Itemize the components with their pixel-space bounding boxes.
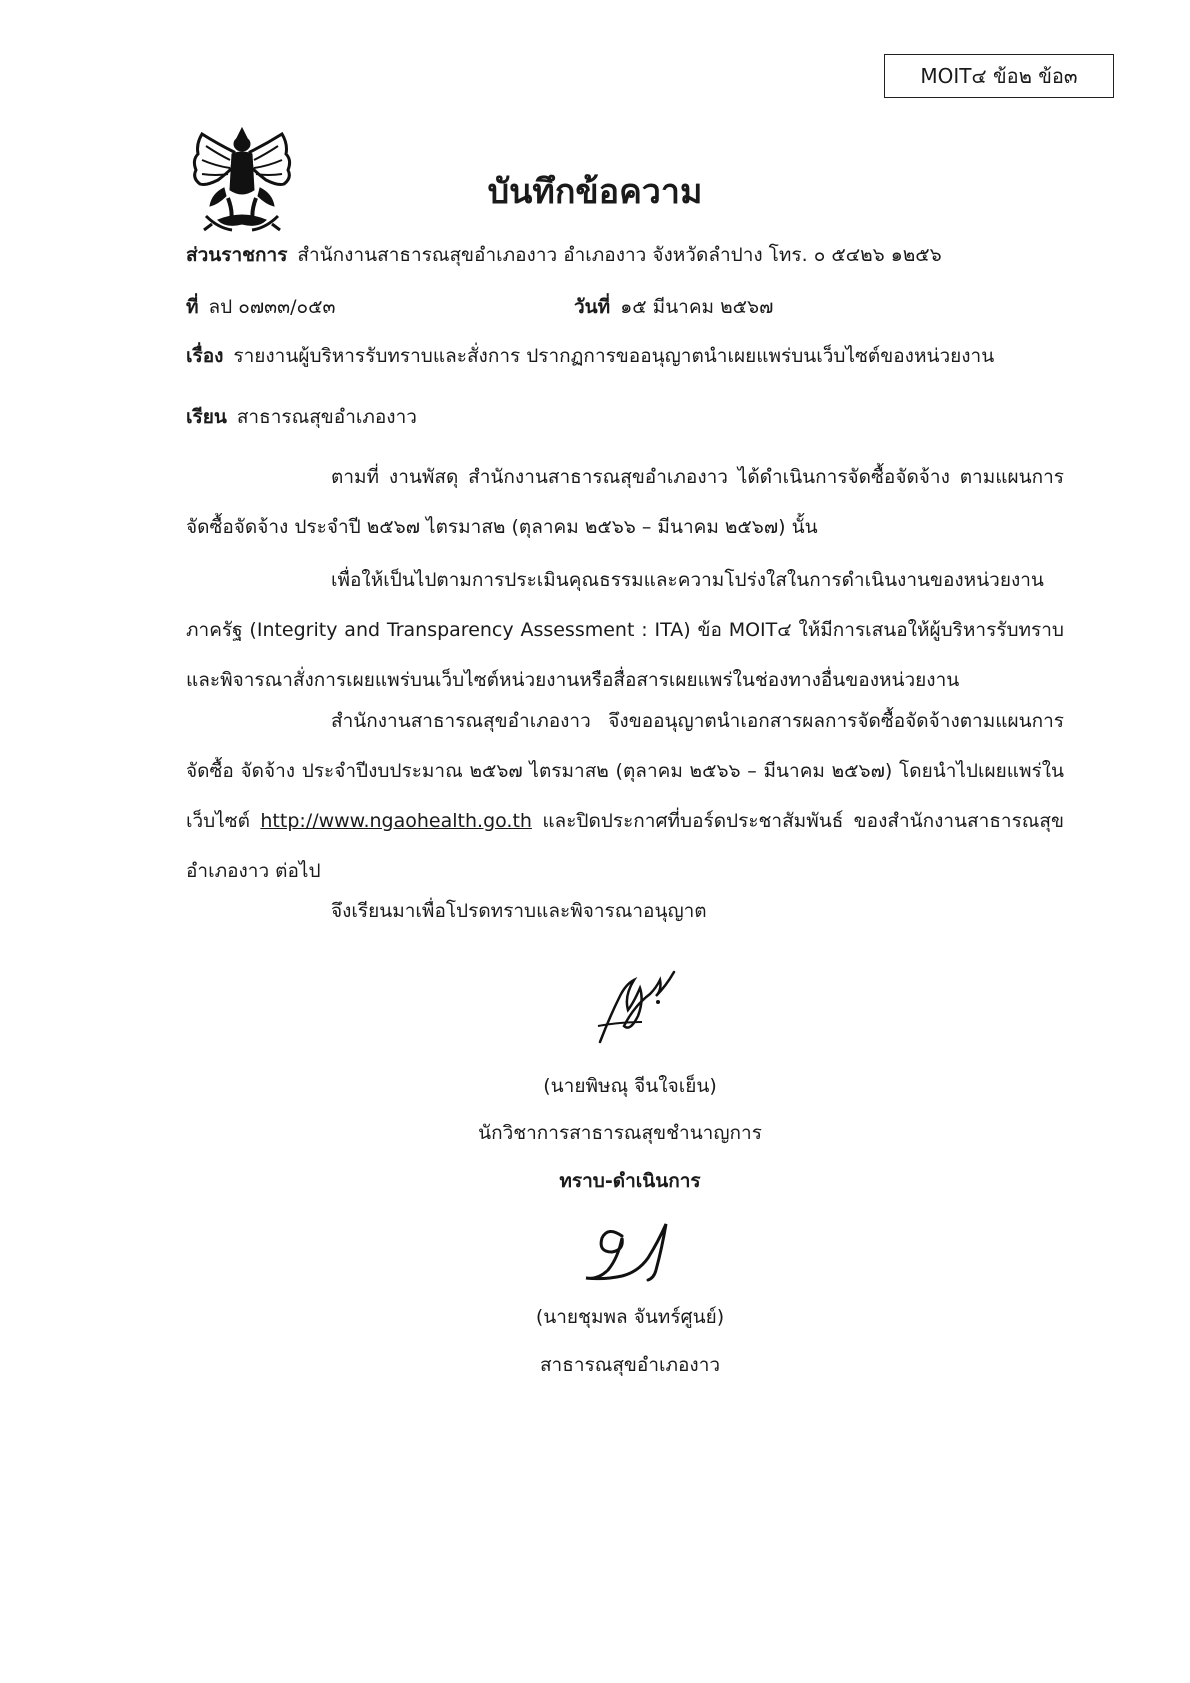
agency-line bbox=[186, 240, 942, 270]
subject-value: รายงานผู้บริหารรับทราบและสั่งการ ปรากฏการขออนุญาตนำเผยแพร่บนเว็บไซต์ของหน่วยงาน bbox=[233, 345, 995, 367]
document-code: MOIT๔ ข้อ๒ ข้อ๓ bbox=[920, 64, 1078, 88]
website-link[interactable]: http://www.ngaohealth.go.th bbox=[260, 810, 532, 832]
agency-value: สำนักงานสาธารณสุขอำเภองาว อำเภองาว จังหวัดลำปาง โทร. ๐ ๕๔๒๖ ๑๒๕๖ bbox=[297, 244, 942, 266]
signature-2 bbox=[578, 1218, 678, 1290]
signature-1 bbox=[590, 966, 680, 1046]
signer-1-position: นักวิชาการสาธารณสุขชำนาญการ bbox=[478, 1122, 762, 1144]
reference-label: ที่ bbox=[186, 296, 199, 318]
date-value: ๑๕ มีนาคม ๒๕๖๗ bbox=[620, 296, 774, 318]
memo-title: บันทึกข้อความ bbox=[487, 172, 703, 212]
date-line bbox=[574, 292, 773, 322]
addressee-line bbox=[186, 402, 417, 432]
signer-2-name: (นายชุมพล จันทร์ศูนย์) bbox=[535, 1306, 725, 1328]
paragraph-2: เพื่อให้เป็นไปตามการประเมินคุณธรรมและความโปร่งใสในการดำเนินงานของหน่วยงานภาครัฐ (Integrity and Transparency Assessment : ITA) ข้อ MOIT๔ ให้มีการเสนอให้ผู้บริหารรับทราบและพิจารณาสั่งการเผยแพร่บนเว็บไซต์หน่วยงานหรือสื่อสารเผยแพร่ในช่องทางอื่นของหน่วยงาน bbox=[186, 569, 1064, 691]
subject-label: เรื่อง bbox=[186, 345, 224, 367]
signer-1-name: (นายพิษณุ จีนใจเย็น) bbox=[543, 1075, 717, 1097]
paragraph-3 bbox=[186, 696, 1064, 896]
reference-value: ลป ๐๗๓๓/๐๕๓ bbox=[208, 296, 336, 318]
reference-line bbox=[186, 292, 336, 322]
subject-line bbox=[186, 341, 994, 371]
date-label: วันที่ bbox=[574, 296, 611, 318]
endorsement-note: ทราบ-ดำเนินการ bbox=[559, 1170, 701, 1192]
addressee-label: เรียน bbox=[186, 406, 227, 428]
closing-line: จึงเรียนมาเพื่อโปรดทราบและพิจารณาอนุญาต bbox=[331, 900, 707, 922]
paragraph-3-text-b: และปิดประกาศที่บอร์ดประชาสัมพันธ์ ของสำนักงานสาธารณสุขอำเภองาว ต่อไป bbox=[186, 810, 1064, 882]
paragraph-1: ตามที่ งานพัสดุ สำนักงานสาธารณสุขอำเภองาว ได้ดำเนินการจัดซื้อจัดจ้าง ตามแผนการจัดซื้อจัดจ้าง ประจำปี ๒๕๖๗ ไตรมาส๒ (ตุลาคม ๒๕๖๖ – มีนาคม ๒๕๖๗) นั้น bbox=[186, 466, 1064, 538]
agency-label: ส่วนราชการ bbox=[186, 244, 288, 266]
signer-2-position: สาธารณสุขอำเภองาว bbox=[539, 1354, 721, 1376]
addressee-value: สาธารณสุขอำเภองาว bbox=[236, 406, 417, 428]
document-code-box bbox=[884, 54, 1114, 98]
paragraph-3-text-a: สำนักงานสาธารณสุขอำเภองาว จึงขออนุญาตนำเอกสารผลการจัดซื้อจัดจ้างตามแผนการจัดซื้อ จัดจ้าง ประจำปีงบประมาณ ๒๕๖๗ ไตรมาส๒ (ตุลาคม ๒๕๖๖ – มีนาคม ๒๕๖๗) โดยนำไปเผยแพร่ในเว็บไซต์ bbox=[186, 710, 1064, 832]
